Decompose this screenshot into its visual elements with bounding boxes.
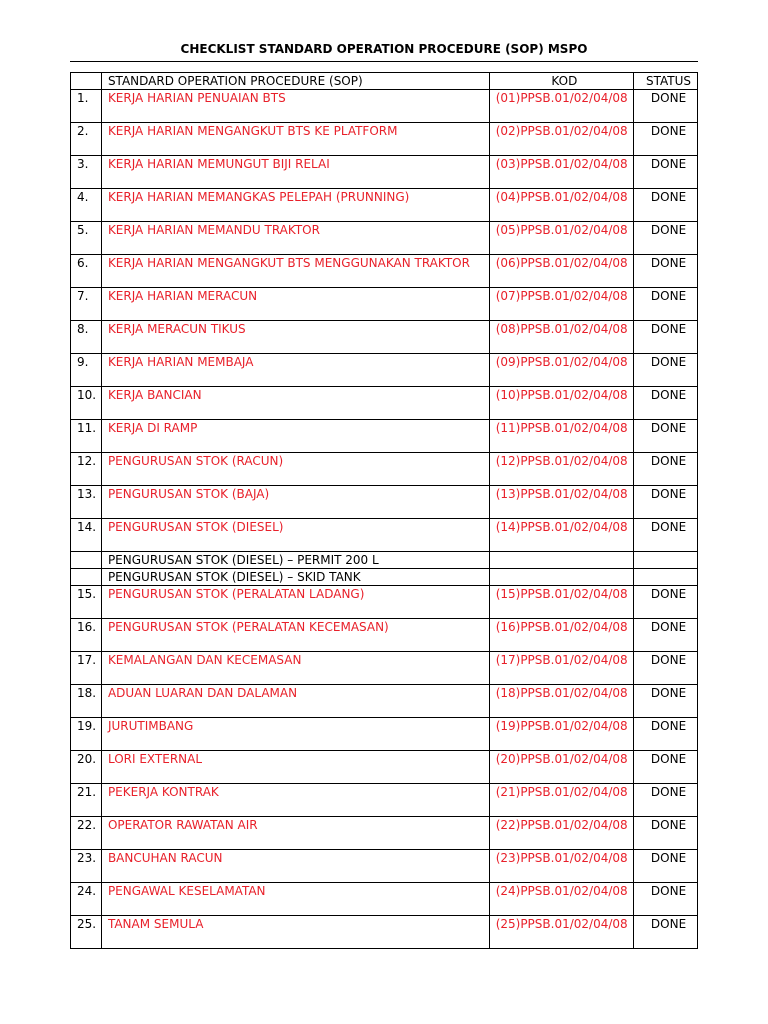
sop-name: KERJA HARIAN MEMBAJA xyxy=(101,354,489,387)
sop-name: LORI EXTERNAL xyxy=(101,751,489,784)
row-number: 8. xyxy=(71,321,102,354)
status-cell: DONE xyxy=(634,420,698,453)
status-cell: DONE xyxy=(634,817,698,850)
table-row xyxy=(71,619,698,652)
table-header-row xyxy=(71,73,698,90)
sop-code: (22)PPSB.01/02/04/08 xyxy=(489,817,633,850)
sop-code: (20)PPSB.01/02/04/08 xyxy=(489,751,633,784)
status-cell: DONE xyxy=(634,288,698,321)
status-cell: DONE xyxy=(634,255,698,288)
sop-name: KERJA HARIAN MERACUN xyxy=(101,288,489,321)
table-row xyxy=(71,288,698,321)
header-no xyxy=(71,73,102,90)
sop-code: (02)PPSB.01/02/04/08 xyxy=(489,123,633,156)
sop-sub-name: PENGURUSAN STOK (DIESEL) – PERMIT 200 L xyxy=(101,552,489,569)
sop-name: OPERATOR RAWATAN AIR xyxy=(101,817,489,850)
header-sop: STANDARD OPERATION PROCEDURE (SOP) xyxy=(101,73,489,90)
table-sub-row xyxy=(71,569,698,586)
header-kod: KOD xyxy=(489,73,633,90)
sop-code: (21)PPSB.01/02/04/08 xyxy=(489,784,633,817)
row-number: 13. xyxy=(71,486,102,519)
status-cell: DONE xyxy=(634,718,698,751)
row-number: 7. xyxy=(71,288,102,321)
row-number: 4. xyxy=(71,189,102,222)
sop-code: (13)PPSB.01/02/04/08 xyxy=(489,486,633,519)
sop-code: (06)PPSB.01/02/04/08 xyxy=(489,255,633,288)
sop-name: KERJA HARIAN MENGANGKUT BTS MENGGUNAKAN TRAKTOR xyxy=(101,255,489,288)
sop-name: PENGURUSAN STOK (PERALATAN KECEMASAN) xyxy=(101,619,489,652)
row-number: 10. xyxy=(71,387,102,420)
sop-code: (14)PPSB.01/02/04/08 xyxy=(489,519,633,552)
table-row xyxy=(71,883,698,916)
table-row xyxy=(71,586,698,619)
sop-name: KERJA HARIAN MEMUNGUT BIJI RELAI xyxy=(101,156,489,189)
row-number: 1. xyxy=(71,90,102,123)
status-cell: DONE xyxy=(634,685,698,718)
row-number: 5. xyxy=(71,222,102,255)
status-cell-empty xyxy=(634,552,698,569)
sop-code: (15)PPSB.01/02/04/08 xyxy=(489,586,633,619)
row-number: 25. xyxy=(71,916,102,949)
sop-name: KERJA DI RAMP xyxy=(101,420,489,453)
table-row xyxy=(71,387,698,420)
table-row xyxy=(71,156,698,189)
row-number: 2. xyxy=(71,123,102,156)
sop-code: (05)PPSB.01/02/04/08 xyxy=(489,222,633,255)
header-status: STATUS xyxy=(634,73,698,90)
sop-code: (23)PPSB.01/02/04/08 xyxy=(489,850,633,883)
status-cell: DONE xyxy=(634,883,698,916)
sop-code: (24)PPSB.01/02/04/08 xyxy=(489,883,633,916)
sop-name: ADUAN LUARAN DAN DALAMAN xyxy=(101,685,489,718)
table-row xyxy=(71,519,698,552)
sop-name: BANCUHAN RACUN xyxy=(101,850,489,883)
sop-code: (16)PPSB.01/02/04/08 xyxy=(489,619,633,652)
status-cell: DONE xyxy=(634,453,698,486)
sop-sub-name: PENGURUSAN STOK (DIESEL) – SKID TANK xyxy=(101,569,489,586)
row-number: 9. xyxy=(71,354,102,387)
status-cell: DONE xyxy=(634,90,698,123)
table-row xyxy=(71,90,698,123)
status-cell: DONE xyxy=(634,652,698,685)
status-cell: DONE xyxy=(634,486,698,519)
row-number: 11. xyxy=(71,420,102,453)
sop-code: (17)PPSB.01/02/04/08 xyxy=(489,652,633,685)
row-number: 22. xyxy=(71,817,102,850)
status-cell: DONE xyxy=(634,354,698,387)
sop-code: (04)PPSB.01/02/04/08 xyxy=(489,189,633,222)
table-row xyxy=(71,817,698,850)
row-number: 16. xyxy=(71,619,102,652)
sop-code: (08)PPSB.01/02/04/08 xyxy=(489,321,633,354)
row-number: 15. xyxy=(71,586,102,619)
row-number: 20. xyxy=(71,751,102,784)
sop-code: (25)PPSB.01/02/04/08 xyxy=(489,916,633,949)
status-cell: DONE xyxy=(634,850,698,883)
table-row xyxy=(71,222,698,255)
sop-name: JURUTIMBANG xyxy=(101,718,489,751)
sop-name: KERJA MERACUN TIKUS xyxy=(101,321,489,354)
sop-code: (18)PPSB.01/02/04/08 xyxy=(489,685,633,718)
sop-name: PENGURUSAN STOK (DIESEL) xyxy=(101,519,489,552)
sop-code: (12)PPSB.01/02/04/08 xyxy=(489,453,633,486)
sop-code-empty xyxy=(489,569,633,586)
status-cell: DONE xyxy=(634,751,698,784)
status-cell-empty xyxy=(634,569,698,586)
table-row xyxy=(71,685,698,718)
row-number: 17. xyxy=(71,652,102,685)
sop-code: (11)PPSB.01/02/04/08 xyxy=(489,420,633,453)
sop-code-empty xyxy=(489,552,633,569)
status-cell: DONE xyxy=(634,619,698,652)
status-cell: DONE xyxy=(634,189,698,222)
status-cell: DONE xyxy=(634,916,698,949)
table-row xyxy=(71,652,698,685)
sop-name: PEKERJA KONTRAK xyxy=(101,784,489,817)
document-title: CHECKLIST STANDARD OPERATION PROCEDURE (SOP) MSPO xyxy=(180,42,588,56)
table-row xyxy=(71,751,698,784)
sop-name: PENGURUSAN STOK (RACUN) xyxy=(101,453,489,486)
table-row xyxy=(71,123,698,156)
sop-code: (10)PPSB.01/02/04/08 xyxy=(489,387,633,420)
table-row xyxy=(71,189,698,222)
table-row xyxy=(71,420,698,453)
table-row xyxy=(71,718,698,751)
status-cell: DONE xyxy=(634,123,698,156)
row-number: 3. xyxy=(71,156,102,189)
table-row xyxy=(71,255,698,288)
row-number: 19. xyxy=(71,718,102,751)
sop-name: KERJA HARIAN PENUAIAN BTS xyxy=(101,90,489,123)
sop-checklist-table xyxy=(70,72,698,949)
title-divider xyxy=(70,61,698,62)
status-cell: DONE xyxy=(634,387,698,420)
sop-code: (07)PPSB.01/02/04/08 xyxy=(489,288,633,321)
status-cell: DONE xyxy=(634,222,698,255)
sop-name: KERJA HARIAN MEMANGKAS PELEPAH (PRUNNING) xyxy=(101,189,489,222)
row-number: 14. xyxy=(71,519,102,552)
status-cell: DONE xyxy=(634,784,698,817)
row-number: 6. xyxy=(71,255,102,288)
row-number-empty xyxy=(71,569,102,586)
sop-code: (19)PPSB.01/02/04/08 xyxy=(489,718,633,751)
table-body xyxy=(71,90,698,949)
sop-name: PENGAWAL KESELAMATAN xyxy=(101,883,489,916)
row-number: 18. xyxy=(71,685,102,718)
status-cell: DONE xyxy=(634,519,698,552)
sop-name: PENGURUSAN STOK (PERALATAN LADANG) xyxy=(101,586,489,619)
status-cell: DONE xyxy=(634,156,698,189)
sop-name: KEMALANGAN DAN KECEMASAN xyxy=(101,652,489,685)
sop-code: (03)PPSB.01/02/04/08 xyxy=(489,156,633,189)
table-row xyxy=(71,784,698,817)
sop-name: TANAM SEMULA xyxy=(101,916,489,949)
row-number: 12. xyxy=(71,453,102,486)
table-row xyxy=(71,321,698,354)
sop-name: KERJA BANCIAN xyxy=(101,387,489,420)
table-row xyxy=(71,453,698,486)
row-number: 21. xyxy=(71,784,102,817)
sop-name: PENGURUSAN STOK (BAJA) xyxy=(101,486,489,519)
row-number: 23. xyxy=(71,850,102,883)
sop-name: KERJA HARIAN MEMANDU TRAKTOR xyxy=(101,222,489,255)
table-row xyxy=(71,486,698,519)
table-row xyxy=(71,916,698,949)
status-cell: DONE xyxy=(634,586,698,619)
status-cell: DONE xyxy=(634,321,698,354)
table-sub-row xyxy=(71,552,698,569)
table-row xyxy=(71,850,698,883)
sop-code: (09)PPSB.01/02/04/08 xyxy=(489,354,633,387)
sop-name: KERJA HARIAN MENGANGKUT BTS KE PLATFORM xyxy=(101,123,489,156)
sop-code: (01)PPSB.01/02/04/08 xyxy=(489,90,633,123)
row-number: 24. xyxy=(71,883,102,916)
row-number-empty xyxy=(71,552,102,569)
table-row xyxy=(71,354,698,387)
